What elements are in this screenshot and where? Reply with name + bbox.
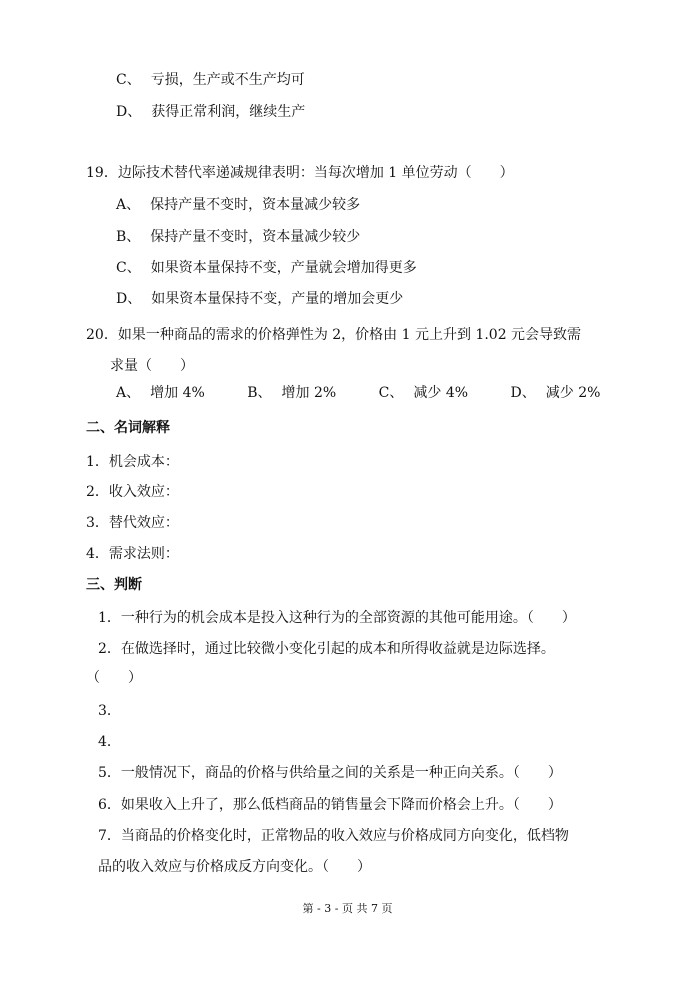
option-letter: D、 [510,385,536,401]
option-text: 增加 4% [150,385,205,401]
q19-option-d [116,289,403,309]
page-footer: 第 - 3 - 页 共 7 页 [302,902,393,915]
section3-title: 三、判断 [86,577,142,593]
option-letter: C、 [378,385,404,401]
judge-item-6: 6．如果收入上升了，那么低档商品的销售量会下降而价格会上升。（ ） [98,797,562,813]
q19-option-c [116,258,417,278]
judge-item-7-line1: 7．当商品的价格变化时，正常物品的收入效应与价格成同方向变化，低档物 [98,828,569,844]
option-letter: D、 [116,104,142,120]
judge-item-2-line2: （ ） [86,670,142,686]
option-text: 减少 2% [545,385,601,401]
q20-stem-line2: 求量（ ） [110,358,194,374]
judge-item-7-line2: 品的收入效应与价格成反方向变化。（ ） [98,859,371,875]
option-letter: C、 [116,72,141,88]
option-text: 保持产量不变时，资本量减少较多 [150,197,361,213]
option-text: 如果资本量保持不变，产量的增加会更少 [151,291,404,307]
option-text: 获得正常利润，继续生产 [151,104,306,120]
q18-option-d [116,102,305,122]
judge-item-4: 4． [98,734,121,750]
q19-option-a [116,195,360,215]
judge-item-2-line1: 2．在做选择时，通过比较微小变化引起的成本和所得收益就是边际选择。 [98,641,555,657]
term-item-1: 1．机会成本： [86,454,179,470]
option-text: 保持产量不变时，资本量减少较少 [150,229,361,245]
option-letter: C、 [116,260,141,276]
judge-item-3: 3． [98,703,121,719]
option-text: 亏损，生产或不生产均可 [150,72,305,88]
option-letter: B、 [247,385,272,401]
option-text: 减少 4% [413,385,469,401]
q18-option-c [116,70,305,90]
judge-item-1: 1．一种行为的机会成本是投入这种行为的全部资源的其他可能用途。（ ） [98,610,576,626]
option-letter: A、 [116,197,141,213]
option-text: 增加 2% [281,385,337,401]
option-letter: D、 [116,291,142,307]
q20-stem-line1: 20．如果一种商品的需求的价格弹性为 2，价格由 1 元上升到 1.02 元会导致需 [86,327,582,343]
section2-title: 二、名词解释 [86,420,170,436]
q19-stem: 19．边际技术替代率递减规律表明：当每次增加 1 单位劳动（ ） [86,165,514,181]
option-letter: B、 [116,229,141,245]
judge-item-5: 5．一般情况下，商品的价格与供给量之间的关系是一种正向关系。（ ） [98,765,562,781]
q19-option-b [116,227,360,247]
option-letter: A、 [116,385,141,401]
option-text: 如果资本量保持不变，产量就会增加得更多 [150,260,417,276]
term-item-2: 2．收入效应： [86,484,179,500]
q20-options [116,383,600,403]
term-item-3: 3．替代效应： [86,515,179,531]
term-item-4: 4．需求法则： [86,546,179,562]
